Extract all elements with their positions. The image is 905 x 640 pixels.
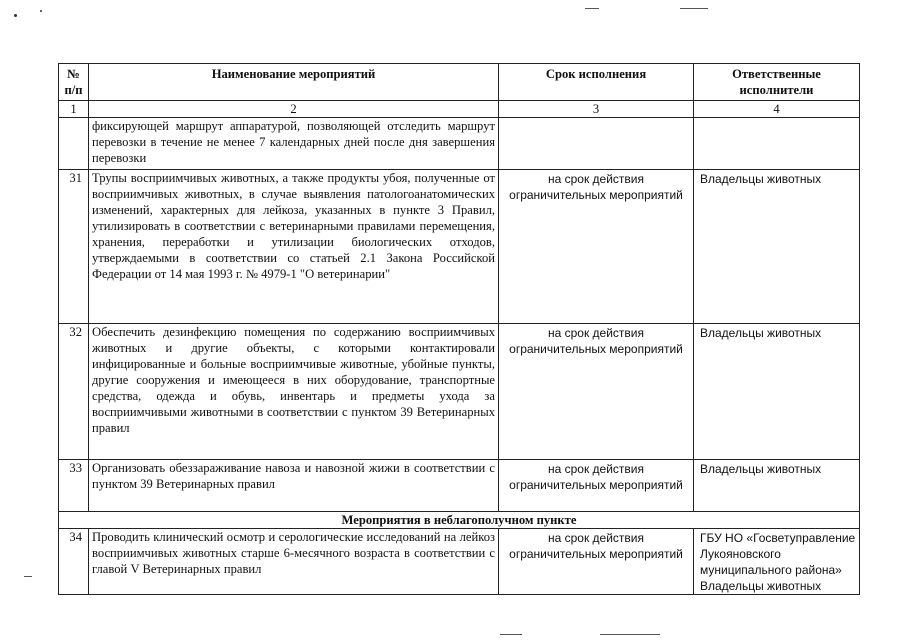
responsible-line: Лукояновского — [700, 547, 781, 561]
section-header-row — [59, 512, 860, 529]
table-header-row — [59, 64, 860, 101]
row-num — [59, 118, 89, 170]
scan-speck — [40, 10, 42, 12]
scan-speck — [14, 14, 17, 17]
row-responsible — [694, 324, 860, 460]
row-term: на срок действия ограничительных мероприятий — [499, 170, 694, 324]
row-name: Организовать обеззараживание навоза и навозной жижи в соответствии с пунктом 39 Ветеринарных правил — [89, 460, 499, 512]
column-index: 4 — [694, 101, 860, 118]
row-num: 32 — [59, 324, 89, 460]
row-responsible — [694, 529, 860, 595]
header-term: Срок исполнения — [499, 64, 694, 101]
scan-mark — [500, 634, 522, 635]
row-responsible — [694, 460, 860, 512]
responsible-line: Владельцы животных — [700, 462, 822, 476]
header-name: Наименование мероприятий — [89, 64, 499, 101]
row-continuation-text: фиксирующей маршрут аппаратурой, позволяющей отследить маршрут перевозки в течение не менее 7 календарных дней после дня завершения перевозки — [89, 118, 499, 170]
responsible-line: ГБУ НО «Госветуправление — [700, 531, 856, 545]
header-num: № п/п — [59, 64, 89, 101]
table-row — [59, 118, 860, 170]
scan-mark — [680, 8, 708, 9]
row-term: на срок действия ограничительных мероприятий — [499, 460, 694, 512]
measures-table — [58, 63, 860, 595]
row-term — [499, 118, 694, 170]
row-responsible — [694, 118, 860, 170]
table-row — [59, 460, 860, 512]
responsible-line: Владельцы животных — [700, 326, 822, 340]
responsible-line: муниципального района» — [700, 563, 842, 577]
column-index: 1 — [59, 101, 89, 118]
column-index-row — [59, 101, 860, 118]
scan-mark — [585, 8, 599, 9]
section-title: Мероприятия в неблагополучном пункте — [59, 512, 860, 529]
responsible-line: Владельцы животных — [700, 172, 822, 186]
row-name: Обеспечить дезинфекцию помещения по содержанию восприимчивых животных и другие объекты, с которыми контактировали инфицированные и больные восприимчивые животные, убойные пункты, другие сооружения и имеющееся в них оборудование, транспортные средства, одежда и обувь, инвентарь и предметы ухода за восприимчивыми животными в соответствии с пунктом 39 Ветеринарных правил — [89, 324, 499, 460]
table-row — [59, 170, 860, 324]
row-name: Трупы восприимчивых животных, а также продукты убоя, полученные от восприимчивых животных, в случае выявления патологоанатомических изменений, характерных для лейкоза, указанных в пункте 3 Правил, утилизировать в соответствии с ветеринарными правилами перемещения, хранения, переработки и утилизации биологических отходов, утверждаемыми в соответствии со статьей 2.1 Закона Российской Федерации от 14 мая 1993 г. № 4979-1 "О ветеринарии" — [89, 170, 499, 324]
row-num: 34 — [59, 529, 89, 595]
row-name: Проводить клинический осмотр и серологические исследований на лейкоз восприимчивых животных старше 6-месячного возраста в соответствии с главой V Ветеринарных правил — [89, 529, 499, 595]
scan-mark — [24, 576, 32, 577]
column-index: 2 — [89, 101, 499, 118]
responsible-line: Владельцы животных — [700, 579, 822, 593]
column-index: 3 — [499, 101, 694, 118]
row-term: на срок действия ограничительных мероприятий — [499, 324, 694, 460]
scan-mark — [600, 634, 660, 635]
header-responsible: Ответственные исполнители — [694, 64, 860, 101]
row-num: 31 — [59, 170, 89, 324]
row-num: 33 — [59, 460, 89, 512]
row-responsible — [694, 170, 860, 324]
table-row — [59, 529, 860, 595]
row-term: на срок действия ограничительных мероприятий — [499, 529, 694, 595]
table-row — [59, 324, 860, 460]
